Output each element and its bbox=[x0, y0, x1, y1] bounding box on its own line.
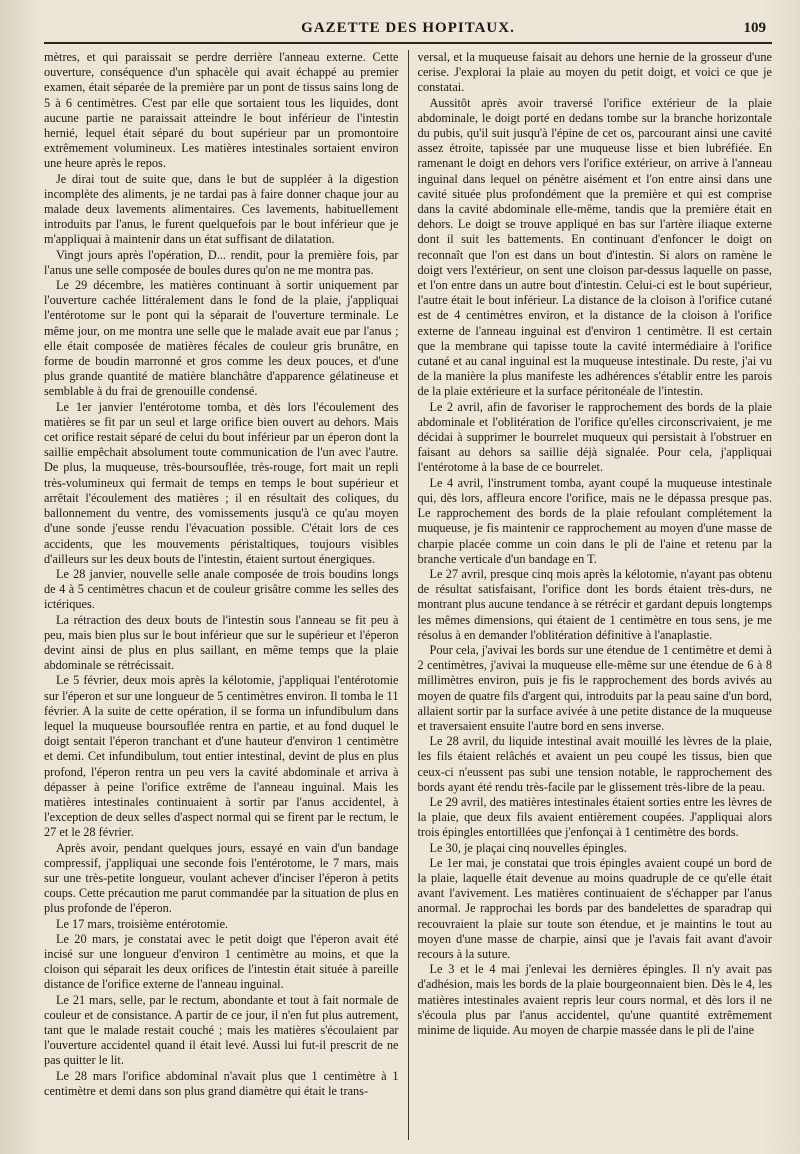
paragraph: La rétraction des deux bouts de l'intestin sous l'anneau se fit peu à peu, mais bien plus sur le bout inférieur que sur le supérieur et l'éperon devint ainsi de plus en plus saillant, en même temps que la plaie abdominale se rétrécissait. bbox=[44, 612, 399, 673]
paragraph: Aussitôt après avoir traversé l'orifice extérieur de la plaie abdominale, le doigt porté en dedans tombe sur la branche horizontale du pubis, qu'il suit jusqu'à l'épine de cet os, parcourant ainsi une cavité assez étroite, tapissée par une muqueuse lisse et bien lubréfiée. En ramenant le doigt en dehors vers l'orifice extérieur, on arrive à l'anneau inguinal dans lequel on pénètre aisément et l'on entre ainsi dans une cavité située plus profondément que la première et qui est comprise dans la cavité abdominale elle-même, tandis que la première était en dehors. Le doigt se trouve appliqué en bas sur l'artère iliaque externe dont il suit les battements. En continuant d'enfoncer le doigt on reconnaît que l'on est dans un bout d'intestin. Si alors on ramène le doigt vers l'extérieur, on sent une cloison par-dessus laquelle on passe, et l'on entre dans un autre bout d'intestin. Celui-ci est le bout supérieur, l'autre était le bout inférieur. La distance de la cloison à l'orifice cutané est de 4 centimètres environ, et la distance de la cloison à l'orifice externe de l'anneau inguinal est d'environ 1 centimètre. Il est certain que la membrane qui tapisse toute la cavité intermédiaire à l'orifice cutané et au canal inguinal est la muqueuse intestinale. Du reste, j'ai vu de la manière la plus manifeste les adhérences s'établir entre les parois de la plaie extérieure et la surface péritonéale de l'intestin. bbox=[417, 95, 773, 399]
text-columns bbox=[44, 50, 772, 1140]
paragraph: Pour cela, j'avivai les bords sur une étendue de 1 centimètre et demi à 2 centimètres, j'avivai la muqueuse elle-même sur une étendue de 6 à 8 millimètres environ, puis je fis le rapprochement des bords avivés au moyen de quatre fils d'argent qui, introduits par la peau saine d'un bord, allaient sortir par la surface avivée à une petite distance de la muqueuse et traversaient ensuite l'autre bord en sens inverse. bbox=[417, 642, 773, 733]
paragraph: Le 21 mars, selle, par le rectum, abondante et tout à fait normale de couleur et de consistance. A partir de ce jour, il n'en fut plus autrement, tant que le malade restait couché ; mais les matières s'écoulaient par l'ouverture accidentel quand il était levé. Aussi lui fut-il prescrit de ne pas quitter le lit. bbox=[44, 992, 399, 1068]
paragraph: Je dirai tout de suite que, dans le but de suppléer à la digestion incomplète des aliments, je ne tardai pas à faire donner chaque jour au malade deux lavements alimentaires. Ces lavements, habituellement introduits par l'anus, le furent quelquefois par le bout inférieur que je m'appliquai à maintenir dans un état suffisant de dilatation. bbox=[44, 171, 399, 247]
left-column bbox=[44, 50, 399, 1140]
right-column bbox=[418, 50, 773, 1140]
paragraph: Le 30, je plaçai cinq nouvelles épingles. bbox=[429, 840, 627, 855]
paragraph: Vingt jours après l'opération, D... rendit, pour la première fois, par l'anus une selle composée de boules dures qu'on ne me montra pas. bbox=[44, 247, 399, 277]
paragraph: mètres, et qui paraissait se perdre derrière l'anneau externe. Cette ouverture, conséquence d'un sphacèle qui avait échappé au premier examen, était séparée de la première par un pont de tissus sains long de 5 à 6 centimètres. C'est par elle que sortaient tous les liquides, dont aucune partie ne paraissait atteindre le bout inférieur de l'intestin hernié, lequel était séparé du bout supérieur par un promontoire extrêmement volumineux. Les matières intestinales sortaient environ une heure après le repos. bbox=[44, 50, 399, 171]
column-divider bbox=[408, 50, 409, 1140]
paragraph: Le 28 janvier, nouvelle selle anale composée de trois boudins longs de 4 à 5 centimètres chacun et de couleur grisâtre comme les selles des ictériques. bbox=[44, 566, 399, 612]
journal-title: GAZETTE DES HOPITAUX. bbox=[301, 20, 515, 36]
paragraph: Le 3 et le 4 mai j'enlevai les dernières épingles. Il n'y avait pas d'adhésion, mais les bords de la plaie bourgeonnaient bien. Dès le 4, les matières intestinales avaient repris leur cours normal, et dès lors il ne s'écoula plus par l'anus accidentel, qu'une quantité extrêmement minime de liquide. Au moyen de charpie massée dans le pli de l'aine bbox=[417, 962, 773, 1037]
paragraph: Le 2 avril, afin de favoriser le rapprochement des bords de la plaie abdominale et l'oblitération de l'orifice qu'elles circonscrivaient, je me décidai à supprimer le bourrelet muqueux qui persistait à l'obstruer en faisant au dehors sa saillie déjà signalée. Pour cela, j'appliquai l'entérotome à la base de ce bourrelet. bbox=[417, 399, 773, 475]
paragraph: Le 4 avril, l'instrument tomba, ayant coupé la muqueuse intestinale qui, dès lors, affleura encore l'orifice, mais ne le dépassa presque pas. Le rapprochement des bords de la plaie refoulant complétement la muqueuse, je fis maintenir ce rapprochement au moyen d'une masse de charpie placée comme un coin dans le pli de l'aine et retenu par la branche verticale d'un bandage en T. bbox=[417, 475, 773, 566]
paragraph: Le 20 mars, je constatai avec le petit doigt que l'éperon avait été incisé sur une longueur d'environ 1 centimètre au moins, et que la cloison qui séparait les deux orifices de l'intestin était située à pareille distance de l'orifice externe de l'anneau inguinal. bbox=[44, 931, 399, 992]
paragraph: versal, et la muqueuse faisait au dehors une hernie de la grosseur d'une cerise. J'explorai la plaie au moyen du petit doigt, et voici ce que je constatai. bbox=[417, 50, 773, 95]
page-header bbox=[44, 12, 772, 44]
paragraph: Le 17 mars, troisième entérotomie. bbox=[56, 916, 229, 931]
paragraph: Après avoir, pendant quelques jours, essayé en vain d'un bandage compressif, j'appliquai une seconde fois l'entérotome, le 7 mars, mais sur une très-petite longueur, voulant achever d'inciser l'éperon à petits coups. Cette précaution me parut commandée par la situation de plus en plus profonde de l'éperon. bbox=[44, 840, 399, 916]
paragraph: Le 28 mars l'orifice abdominal n'avait plus que 1 centimètre à 1 centimètre et demi dans son plus grand diamètre qui était le trans- bbox=[44, 1068, 399, 1098]
paragraph: Le 1er janvier l'entérotome tomba, et dès lors l'écoulement des matières se fit par un seul et large orifice bien ouvert au dehors. Mais cet orifice restait séparé de celui du bout inférieur par un éperon dont la saillie empêchait absolument toute communication de l'un avec l'autre. De plus, la muqueuse, très-boursouflée, très-rouge, fort mait un repli très-volumineux qui fermait de temps en temps le bout supérieur et arrêtait l'écoulement des matières ; il en résultait des coliques, du ballonnement du ventre, des vomissements jusqu'à ce qu'au moyen d'une sonde j'eusse rendu l'évacuation possible. C'était lors de ces accidents, que les mouvements péristaltiques, toujours visibles d'ailleurs sur les deux bouts de l'intestin, étaient surtout énergiques. bbox=[44, 399, 399, 566]
paragraph: Le 27 avril, presque cinq mois après la kélotomie, n'ayant pas obtenu de résultat satisfaisant, l'orifice dont les bords étaient très-durs, ne montrant plus aucune tendance à se rétrécir et gardant depuis longtemps les mêmes dimensions, qui étaient de 1 centimètre en tous sens, je me résolus à en demander l'oblitération définitive à l'anaplastie. bbox=[417, 566, 773, 642]
paragraph: Le 29 décembre, les matières continuant à sortir uniquement par l'ouverture cachée littéralement dans le fond de la plaie, j'appliquai l'entérotome sur le pont qui la séparait de l'ouverture terminale. Le même jour, on me montra une selle que le malade avait eue par l'anus ; elle était composée de matières fécales de couleur gris brunâtre, en forme de boudin marronné et gros comme les deux pouces, et d'une plus grande quantité de matière blanchâtre d'apparence gélatineuse et semblable à du frai de grenouille condensé. bbox=[44, 278, 399, 399]
paragraph: Le 5 février, deux mois après la kélotomie, j'appliquai l'entérotomie sur l'éperon et sur une longueur de 5 centimètres environ. Il tomba le 11 février. A la suite de cette opération, il se forma un infundibulum dans lequel la muqueuse boursouflée rentra en partie, et au fond duquel le doigt sentait l'éperon tranchant et d'une hauteur d'environ 1 centimètre et demi. Cet infundibulum, tout entier intestinal, devint de plus en plus profond, l'éperon rentra un peu vers la cavité abdominale et arriva à dépasser à peine l'orifice extrême de l'anneau inguinal. Mais les matières intestinales continuaient à sortir par l'anus accidentel, à l'exception de deux selles d'aspect normal qui se firent par le rectum, le 27 et le 28 février. bbox=[44, 673, 399, 840]
paragraph: Le 28 avril, du liquide intestinal avait mouillé les lèvres de la plaie, les fils étaient relâchés et avaient un peu coupé les tissus, bien que ceux-ci n'eussent pas subi une tension notable, le rapprochement des bords ayant été rendu très-facile par le glissement très-libre de la peau. bbox=[417, 734, 773, 794]
page-number: 109 bbox=[743, 20, 766, 36]
paragraph: Le 1er mai, je constatai que trois épingles avaient coupé un bord de la plaie, laquelle était devenue au moins quadruple de ce qu'elle était avant l'avivement. Les matières continuaient de s'échapper par l'anus anormal. Je rapprochai les bords par des bandelettes de sparadrap qui recouvraient la plaie sur toute son étendue, et je maintins le tout au moyen d'une masse de charpie, ainsi que je l'avais fait avant d'avoir recours à la suture. bbox=[417, 855, 773, 961]
paragraph: Le 29 avril, des matières intestinales étaient sorties entre les lèvres de la plaie, que deux fils avaient entièrement coupées. J'appliquai alors trois épingles entortillées que j'enfonçai à 1 centimètre des bords. bbox=[417, 794, 773, 840]
